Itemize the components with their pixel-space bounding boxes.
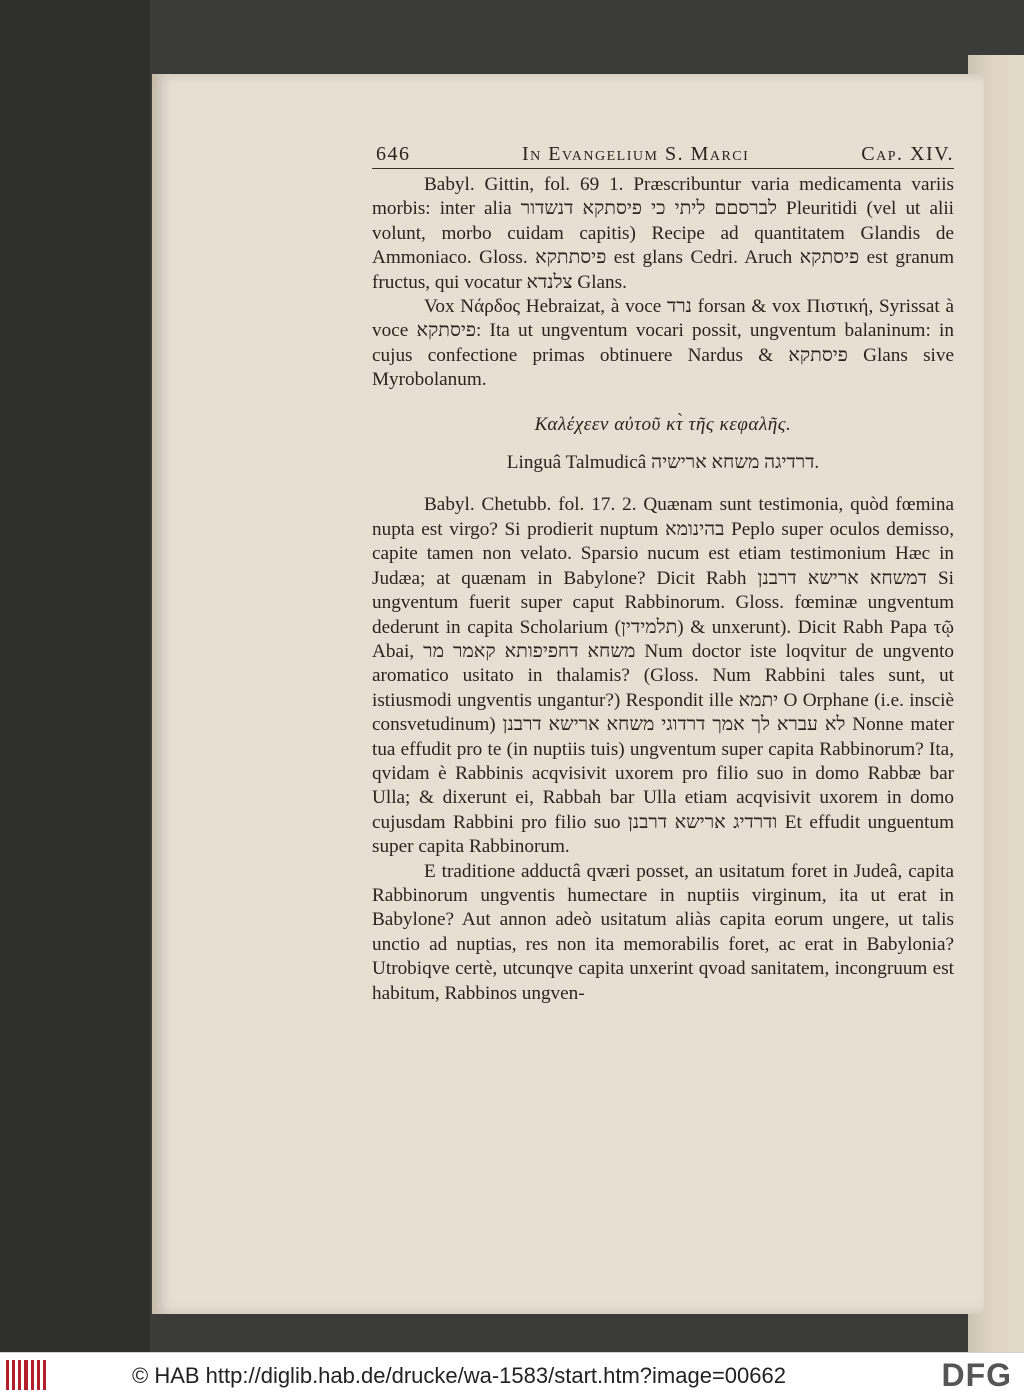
viewer-footer — [0, 1352, 1024, 1397]
scan-background-left — [0, 0, 150, 1352]
talmudic-heading: Linguâ Talmudicâ דרדיגה משחא ארישיה. — [506, 452, 820, 474]
copyright-link[interactable]: © HAB http://diglib.hab.de/drucke/wa-1583/start.htm?image=00662 — [132, 1363, 786, 1388]
chapter-label: Cap. XIV. — [861, 143, 954, 165]
paragraph-chetubb: Babyl. Chetubb. fol. 17. 2. Quænam sunt testimonia, quòd fœmina nupta est virgo? Si prodierit nuptum בהינומא Peplo super oculos demisso, capite tamen non velato. Sparsio nucum est etiam testimonium Hæc in Judæa; at quænam in Babylone? Dicit Rabh דמשחא ארישא דרבנן Si ungventum fuerit super caput Rabbinorum. Gloss. fœminæ ungventum dederunt in capita Scholarium (תלמידין) & unxerunt). Dicit Rabh Papa τῷ Abai, משחא דחפיפותא קאמר מר Num doctor iste loqvitur de ungvento aromatico usitato in thalamis? (Gloss. Num Rabbini tales sunt, ut istiusmodi ungventis ungantur?) Respondit ille יתמא O Orphane (i.e. insciè consvetudinum) לא עברא לך אמך דרדוגי משחא ארישא דרבנן Nonne mater tua effudit pro te (in nuptiis tuis) ungventum super capita Rabbinorum? Ita, qvidam è Rabbinis acqvisivit uxorem pro filio suo in domo Rabbæ bar Ulla; & dixerunt ei, Rabbah bar Ulla etiam acqvisivit uxorem in domo cujusdam Rabbini pro filio suo ודרדיג ארישא דרבנן Et effudit unguentum super capita Rabbinorum. — [372, 494, 954, 858]
page-text — [372, 140, 954, 1006]
paragraph-traditione: E traditione adductâ qværi posset, an usitatum foret in Judeâ, capita Rabbinorum ungventis humectare in nuptiis virginum, ita ut erat in Babylone? Aut annon adeò usitatum aliàs capita eorum ungere, ut talis unctio ad nuptias, res non ita memorabilis foret, ac erat in Babylonia? Utrobiqve certè, utcunqve capita unxerint qvoad sanitatem, incongruum est habitum, Rabbinos ungven- — [372, 860, 954, 1004]
greek-lemma: Καλέχεεν αὐτοῦ κτ̀ τῆς κεφαλῆς. — [534, 413, 792, 435]
running-head — [372, 140, 954, 169]
page-number: 646 — [376, 143, 411, 165]
hab-logo-icon — [6, 1360, 46, 1390]
paragraph-gittin: Babyl. Gittin, fol. 69 1. Præscribuntur varia medicamenta variis morbis: inter alia לברסםם ליתי כי פיסתקא דנשדור Pleuritidi (vel ut alii volunt, morbo cuidam capitis) Recipe ad quantitatem Glandis de Ammoniaco. Gloss. פיסתתקא est glans Cedri. Aruch פיסתקא est granum fructus, qui vocatur צלנדא Glans. — [372, 174, 954, 293]
paragraph-nardus: Vox Νάρδος Hebraizat, à voce נרד forsan & vox Πιστική, Syrissat à voce פיסתקא: Ita ut ungventum vocari possit, ungventum balaninum: in cujus confectione primas obtinuere Nardus & פיסתקא Glans sive Myrobolanum. — [372, 296, 954, 391]
dfg-logo: DFG — [941, 1357, 1012, 1393]
running-title: In Evangelium S. Marci — [522, 143, 750, 165]
